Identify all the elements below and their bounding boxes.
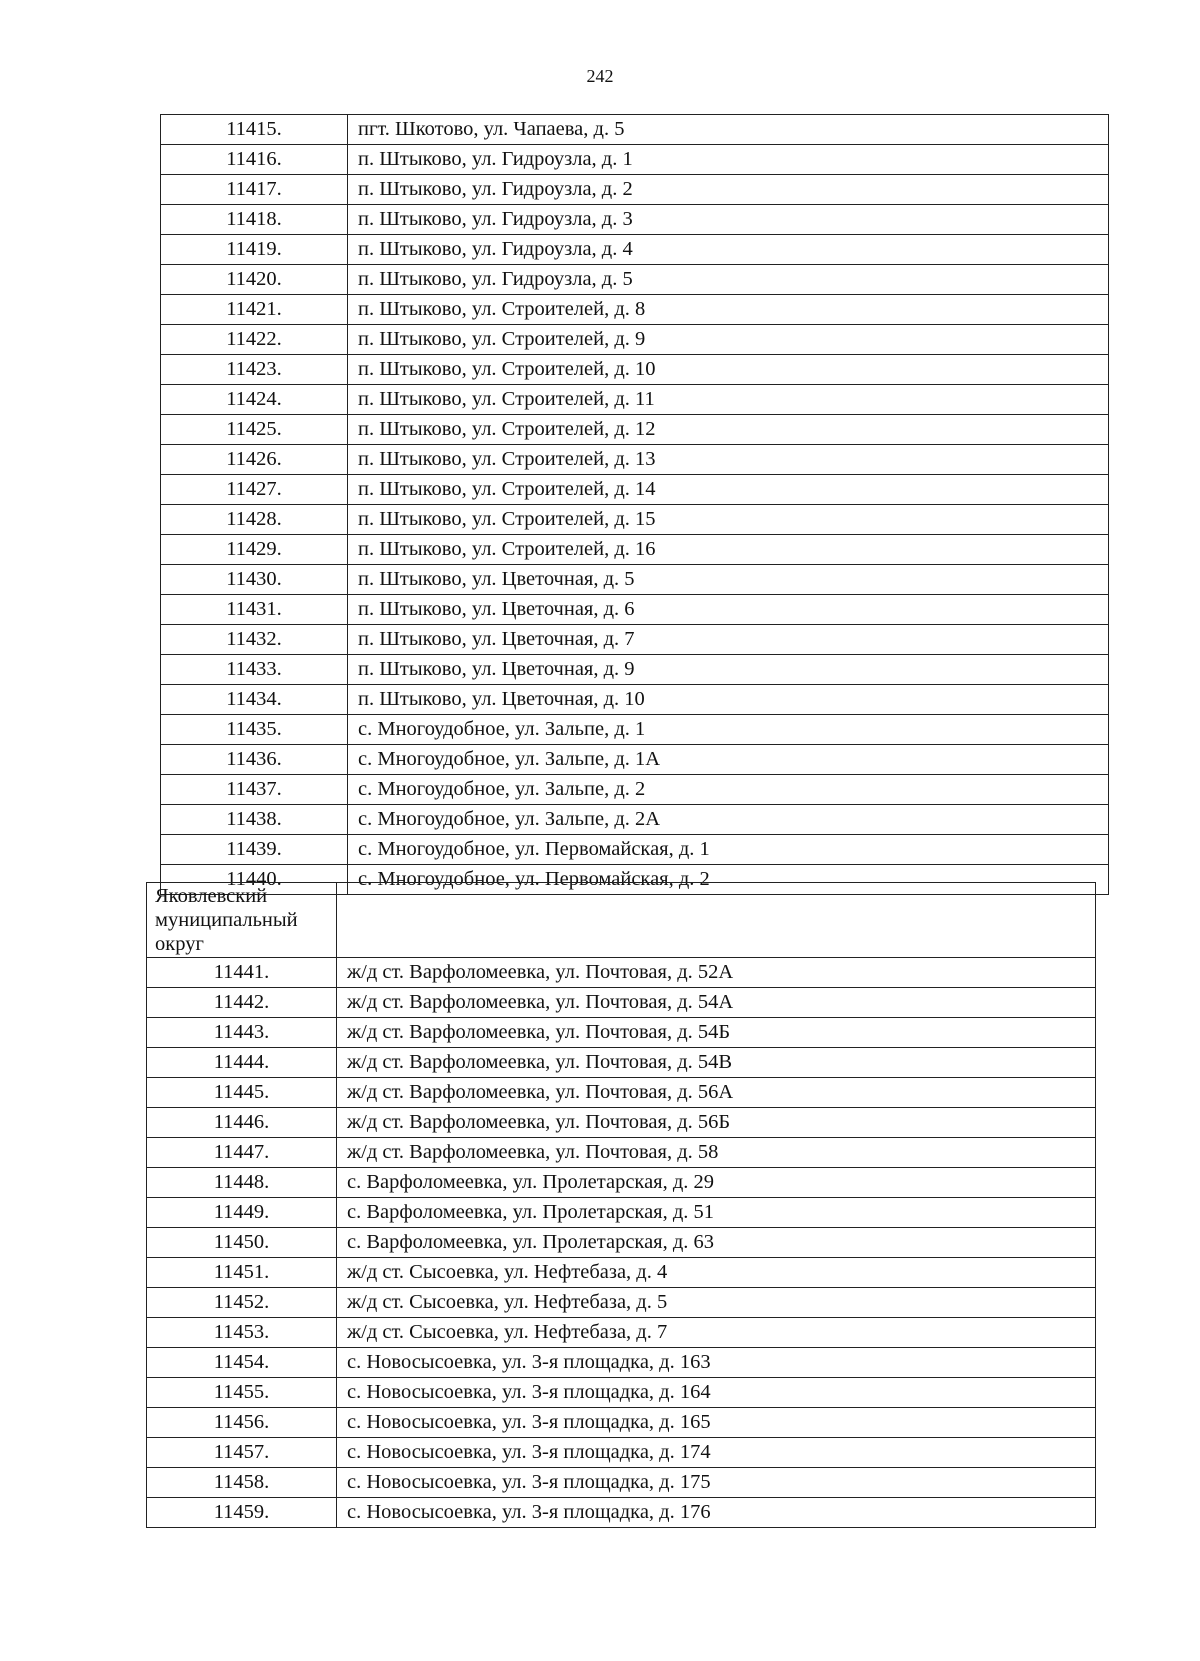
row-number: 11430.: [161, 565, 348, 595]
row-number: 11444.: [147, 1048, 337, 1078]
row-number: 11421.: [161, 295, 348, 325]
table-row: [161, 685, 1109, 715]
table-body: [161, 115, 1109, 895]
row-number: 11437.: [161, 775, 348, 805]
table-row: [161, 205, 1109, 235]
row-number: 11455.: [147, 1378, 337, 1408]
row-address: п. Штыково, ул. Строителей, д. 12: [348, 415, 1109, 445]
empty-cell: [337, 883, 1096, 958]
table-row: [161, 175, 1109, 205]
row-address: п. Штыково, ул. Строителей, д. 13: [348, 445, 1109, 475]
table-row: [161, 595, 1109, 625]
row-address: с. Новосысоевка, ул. 3-я площадка, д. 165: [337, 1408, 1096, 1438]
row-address: с. Варфоломеевка, ул. Пролетарская, д. 29: [337, 1168, 1096, 1198]
row-address: ж/д ст. Варфоломеевка, ул. Почтовая, д. 52А: [337, 958, 1096, 988]
row-number: 11451.: [147, 1258, 337, 1288]
row-address: п. Штыково, ул. Цветочная, д. 5: [348, 565, 1109, 595]
row-address: п. Штыково, ул. Гидроузла, д. 2: [348, 175, 1109, 205]
table-row: [147, 1378, 1096, 1408]
table-row: [147, 1258, 1096, 1288]
row-address: п. Штыково, ул. Гидроузла, д. 5: [348, 265, 1109, 295]
row-address: п. Штыково, ул. Цветочная, д. 6: [348, 595, 1109, 625]
row-address: с. Новосысоевка, ул. 3-я площадка, д. 175: [337, 1468, 1096, 1498]
row-number: 11429.: [161, 535, 348, 565]
row-number: 11452.: [147, 1288, 337, 1318]
row-address: п. Штыково, ул. Строителей, д. 15: [348, 505, 1109, 535]
table-row: [147, 1348, 1096, 1378]
row-address: п. Штыково, ул. Строителей, д. 14: [348, 475, 1109, 505]
row-number: 11433.: [161, 655, 348, 685]
table-row: [161, 505, 1109, 535]
table-row: [147, 1108, 1096, 1138]
table-row: [161, 415, 1109, 445]
row-address: п. Штыково, ул. Строителей, д. 11: [348, 385, 1109, 415]
row-address: п. Штыково, ул. Строителей, д. 9: [348, 325, 1109, 355]
row-number: 11415.: [161, 115, 348, 145]
row-address: с. Многоудобное, ул. Зальпе, д. 2А: [348, 805, 1109, 835]
table-row: [147, 1198, 1096, 1228]
row-address: ж/д ст. Варфоломеевка, ул. Почтовая, д. 54В: [337, 1048, 1096, 1078]
row-number: 11420.: [161, 265, 348, 295]
row-number: 11427.: [161, 475, 348, 505]
row-number: 11447.: [147, 1138, 337, 1168]
table-row: [161, 235, 1109, 265]
row-address: с. Многоудобное, ул. Первомайская, д. 2: [348, 865, 1109, 895]
table-row: [161, 115, 1109, 145]
row-number: 11457.: [147, 1438, 337, 1468]
table-row: [161, 145, 1109, 175]
row-number: 11453.: [147, 1318, 337, 1348]
row-address: с. Варфоломеевка, ул. Пролетарская, д. 51: [337, 1198, 1096, 1228]
table-row: [161, 535, 1109, 565]
row-address: с. Новосысоевка, ул. 3-я площадка, д. 163: [337, 1348, 1096, 1378]
row-number: 11432.: [161, 625, 348, 655]
row-number: 11424.: [161, 385, 348, 415]
table-body: [147, 883, 1096, 1528]
row-address: с. Многоудобное, ул. Первомайская, д. 1: [348, 835, 1109, 865]
table-row: [147, 1228, 1096, 1258]
row-address: ж/д ст. Варфоломеевка, ул. Почтовая, д. 58: [337, 1138, 1096, 1168]
row-address: п. Штыково, ул. Цветочная, д. 10: [348, 685, 1109, 715]
table-row: [161, 775, 1109, 805]
district-header-row: [147, 883, 1096, 958]
district-name: Яковлевский муниципальный округ: [147, 883, 337, 958]
table-row: [161, 745, 1109, 775]
row-address: п. Штыково, ул. Строителей, д. 16: [348, 535, 1109, 565]
table-row: [147, 1498, 1096, 1528]
row-address: п. Штыково, ул. Цветочная, д. 9: [348, 655, 1109, 685]
row-number: 11431.: [161, 595, 348, 625]
table-row: [147, 1048, 1096, 1078]
table-row: [147, 1078, 1096, 1108]
row-address: с. Многоудобное, ул. Зальпе, д. 2: [348, 775, 1109, 805]
table-row: [147, 1468, 1096, 1498]
row-number: 11436.: [161, 745, 348, 775]
table-row: [161, 295, 1109, 325]
row-number: 11417.: [161, 175, 348, 205]
row-number: 11442.: [147, 988, 337, 1018]
row-number: 11459.: [147, 1498, 337, 1528]
row-number: 11418.: [161, 205, 348, 235]
row-number: 11428.: [161, 505, 348, 535]
row-number: 11450.: [147, 1228, 337, 1258]
row-address: ж/д ст. Варфоломеевка, ул. Почтовая, д. 54А: [337, 988, 1096, 1018]
row-address: п. Штыково, ул. Цветочная, д. 7: [348, 625, 1109, 655]
page-number: 242: [586, 66, 614, 86]
row-number: 11441.: [147, 958, 337, 988]
table-row: [147, 1018, 1096, 1048]
row-number: 11458.: [147, 1468, 337, 1498]
row-address: ж/д ст. Варфоломеевка, ул. Почтовая, д. 54Б: [337, 1018, 1096, 1048]
row-address: п. Штыково, ул. Строителей, д. 8: [348, 295, 1109, 325]
table-row: [161, 655, 1109, 685]
row-address: ж/д ст. Сысоевка, ул. Нефтебаза, д. 5: [337, 1288, 1096, 1318]
table-row: [161, 265, 1109, 295]
row-number: 11416.: [161, 145, 348, 175]
row-address: с. Новосысоевка, ул. 3-я площадка, д. 174: [337, 1438, 1096, 1468]
row-number: 11438.: [161, 805, 348, 835]
table-row: [161, 355, 1109, 385]
row-address: ж/д ст. Варфоломеевка, ул. Почтовая, д. 56А: [337, 1078, 1096, 1108]
row-address: пгт. Шкотово, ул. Чапаева, д. 5: [348, 115, 1109, 145]
table-row: [161, 475, 1109, 505]
table-row: [147, 1288, 1096, 1318]
row-number: 11449.: [147, 1198, 337, 1228]
row-number: 11439.: [161, 835, 348, 865]
table-row: [147, 1168, 1096, 1198]
address-table-shkotovsky: [160, 114, 1109, 895]
row-address: ж/д ст. Варфоломеевка, ул. Почтовая, д. 56Б: [337, 1108, 1096, 1138]
table-row: [147, 958, 1096, 988]
table-row: [161, 625, 1109, 655]
row-address: п. Штыково, ул. Строителей, д. 10: [348, 355, 1109, 385]
row-address: п. Штыково, ул. Гидроузла, д. 1: [348, 145, 1109, 175]
table-row: [147, 1438, 1096, 1468]
row-address: с. Новосысоевка, ул. 3-я площадка, д. 176: [337, 1498, 1096, 1528]
row-number: 11440.: [161, 865, 348, 895]
table-row: [147, 1318, 1096, 1348]
row-number: 11434.: [161, 685, 348, 715]
row-address: п. Штыково, ул. Гидроузла, д. 3: [348, 205, 1109, 235]
row-number: 11446.: [147, 1108, 337, 1138]
table-row: [147, 988, 1096, 1018]
row-number: 11448.: [147, 1168, 337, 1198]
row-address: ж/д ст. Сысоевка, ул. Нефтебаза, д. 7: [337, 1318, 1096, 1348]
table-row: [161, 715, 1109, 745]
row-number: 11425.: [161, 415, 348, 445]
row-address: с. Многоудобное, ул. Зальпе, д. 1: [348, 715, 1109, 745]
row-number: 11419.: [161, 235, 348, 265]
row-address: с. Варфоломеевка, ул. Пролетарская, д. 63: [337, 1228, 1096, 1258]
row-number: 11445.: [147, 1078, 337, 1108]
row-number: 11435.: [161, 715, 348, 745]
row-address: с. Многоудобное, ул. Зальпе, д. 1А: [348, 745, 1109, 775]
table-row: [161, 385, 1109, 415]
row-number: 11456.: [147, 1408, 337, 1438]
table-row: [161, 325, 1109, 355]
row-number: 11422.: [161, 325, 348, 355]
table-row: [161, 805, 1109, 835]
table-row: [161, 445, 1109, 475]
table-row: [147, 1408, 1096, 1438]
table-row: [161, 565, 1109, 595]
row-number: 11454.: [147, 1348, 337, 1378]
address-table-yakovlevsky: [146, 882, 1096, 1528]
row-address: ж/д ст. Сысоевка, ул. Нефтебаза, д. 4: [337, 1258, 1096, 1288]
row-number: 11443.: [147, 1018, 337, 1048]
row-number: 11426.: [161, 445, 348, 475]
table-row: [147, 1138, 1096, 1168]
row-number: 11423.: [161, 355, 348, 385]
row-address: п. Штыково, ул. Гидроузла, д. 4: [348, 235, 1109, 265]
row-address: с. Новосысоевка, ул. 3-я площадка, д. 164: [337, 1378, 1096, 1408]
table-row: [161, 835, 1109, 865]
